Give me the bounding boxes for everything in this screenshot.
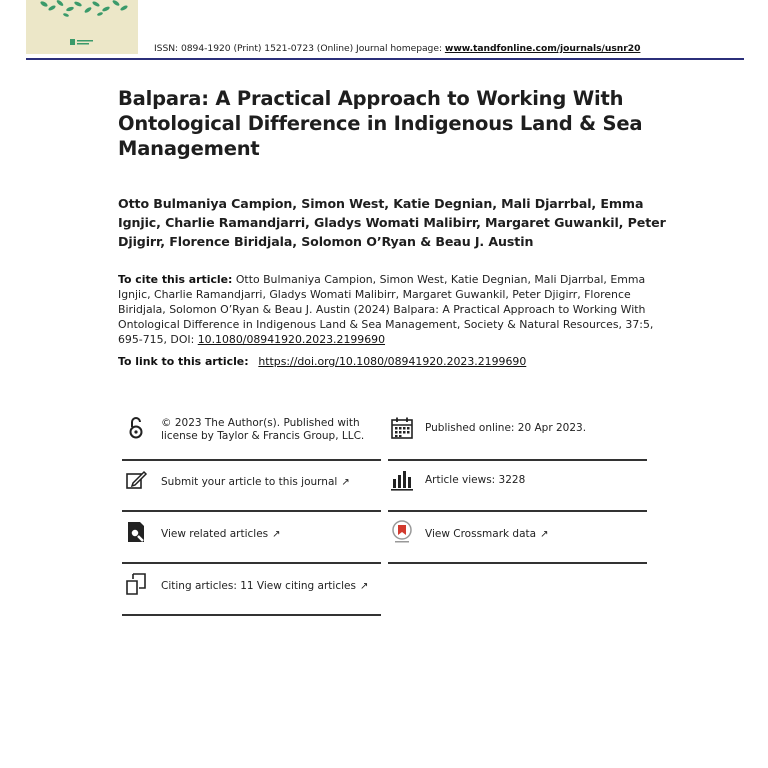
license-line-1: © 2023 The Author(s). Published with bbox=[161, 417, 360, 429]
edit-pencil-icon bbox=[124, 468, 148, 492]
issn-text: ISSN: 0894-1920 (Print) 1521-0723 (Online) Journal homepage: bbox=[154, 43, 445, 54]
journal-cover-thumbnail bbox=[26, 0, 138, 54]
cite-label: To cite this article: bbox=[118, 273, 233, 286]
submit-article-label[interactable]: Submit your article to this journal bbox=[161, 476, 338, 488]
link-label: To link to this article: bbox=[118, 355, 253, 368]
license-line-2: license by Taylor & Francis Group, LLC. bbox=[161, 430, 365, 442]
divider bbox=[388, 459, 647, 461]
cite-text: Otto Bulmaniya Campion, Simon West, Katie Degnian, Mali Djarrbal, Emma Ignjic, Charlie Ramandjarri, Gladys Womati Malibirr, Margaret Guwankil, Peter Djigirr, Florence Biridjala, Solomon O’Ryan & Beau J. Austin (2024) Balpara: A Practical Approach to Working With Ontological Difference in Indigenous Land & Sea Management, Society & Natural Resources, 37:5, 695-715, DOI: bbox=[118, 273, 654, 346]
divider bbox=[122, 562, 381, 564]
calendar-icon bbox=[390, 416, 414, 440]
article-doi-link[interactable]: https://doi.org/10.1080/08941920.2023.2199690 bbox=[258, 355, 527, 368]
article-link-line bbox=[118, 355, 526, 368]
crossmark-label[interactable]: View Crossmark data bbox=[425, 528, 537, 540]
published-date-text: Published online: 20 Apr 2023. bbox=[425, 422, 587, 434]
external-link-icon: ↗ bbox=[341, 477, 350, 488]
cite-doi-link[interactable]: 10.1080/08941920.2023.2199690 bbox=[197, 333, 386, 346]
external-link-icon: ↗ bbox=[272, 529, 281, 540]
divider bbox=[122, 510, 381, 512]
divider bbox=[122, 614, 381, 616]
article-authors: Otto Bulmaniya Campion, Simon West, Katie Degnian, Mali Djarrbal, Emma Ignjic, Charlie Ramandjarri, Gladys Womati Malibirr, Margaret Guwankil, Peter Djigirr, Florence Biridjala, Solomon O’Ryan & Beau J. Austin bbox=[118, 196, 666, 249]
article-title: Balpara: A Practical Approach to Working With Ontological Difference in Indigenous Land & Sea Management bbox=[118, 87, 643, 160]
open-access-lock-icon bbox=[124, 416, 148, 440]
article-views-text: Article views: 3228 bbox=[425, 474, 526, 486]
crossmark-icon bbox=[390, 520, 414, 544]
issn-line bbox=[154, 43, 640, 54]
external-link-icon: ↗ bbox=[359, 581, 369, 592]
header-rule bbox=[26, 58, 744, 60]
publisher-logo bbox=[70, 38, 94, 46]
bar-chart-icon bbox=[390, 468, 414, 492]
document-search-icon bbox=[124, 520, 148, 544]
external-link-icon: ↗ bbox=[540, 529, 549, 540]
journal-homepage-link[interactable]: www.tandfonline.com/journals/usnr20 bbox=[444, 43, 641, 54]
divider bbox=[122, 459, 381, 461]
citing-articles-label[interactable]: Citing articles: 11 View citing articles bbox=[161, 580, 356, 592]
related-articles-label[interactable]: View related articles bbox=[161, 528, 269, 540]
citation-block bbox=[118, 272, 658, 347]
divider bbox=[388, 510, 647, 512]
citing-documents-icon bbox=[124, 572, 148, 596]
divider bbox=[388, 562, 647, 564]
